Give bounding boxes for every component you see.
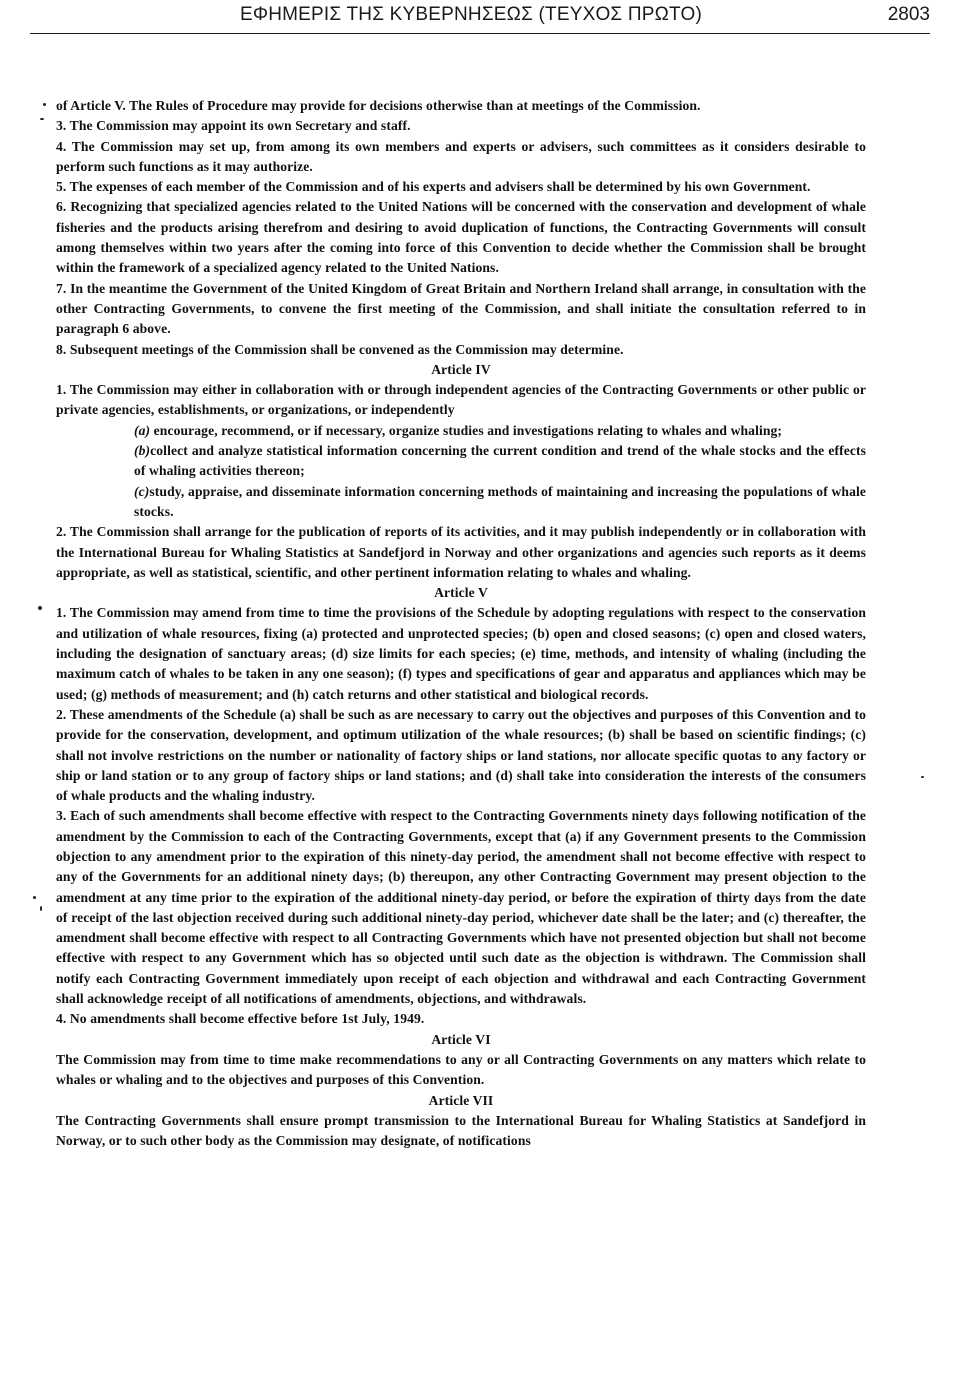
paragraph: 6. Recognizing that specialized agencies related to the United Nations will be concerned with the conservation and development of whale fisheries and the products arising therefrom and desiring to avoid duplication of functions, the Contracting Governments will consult among themselves within two years after the coming into force of this Convention to decide whether the Commission shall be brought within the framework of a specialized agency related to the United Nations. — [56, 199, 866, 276]
item-text: encourage, recommend, or if necessary, organize studies and investigations relating to whales and whaling; — [150, 422, 783, 438]
scan-speck — [40, 906, 42, 911]
subparagraph — [134, 421, 866, 441]
paragraph: 1. The Commission may amend from time to time the provisions of the Schedule by adopting regulations with respect to the conservation and utilization of whale resources, fixing (a) protected and unprotected species; (b) open and closed seasons; (c) open and closed waters, including the designation of sanctuary areas; (d) size limits for each species; (e) time, methods, and intensity of whaling (including the maximum catch of whales to be taken in any one season); (f) types and specifications of gear and apparatus and appliances which may be used; (g) methods of measurement; and (h) catch returns and other statistical and biological records. — [56, 605, 866, 702]
paragraph: 3. Each of such amendments shall become effective with respect to the Contracting Governments ninety days following notification of the amendment by the Commission to each of the Contracting Governments, except that (a) if any Government presents to the Commission objection to any amendment prior to the expiration of this ninety-day period, the amendment shall not become effective with respect to any of the Governments for an additional ninety days; (b) thereupon, any other Contracting Government may present objection to the amendment at any time prior to the expiration of the additional ninety-day period, or before the expiration of thirty days from the date of receipt of the last objection received during such additional ninety-day period, whichever date shall be the later; and (c) thereafter, the amendment shall become effective with respect to all Contracting Governments which have not presented objection but shall not become effective with respect to any Government which has so objected until such date as the objection is withdrawn. The Commission shall notify each Contracting Government immediately upon receipt of each objection and withdrawal and each Contracting Government shall acknowledge receipt of all notifications of amendments, objections, and withdrawals. — [56, 808, 866, 1007]
item-text: collect and analyze statistical information concerning the current condition and trend of the whale stocks and the effects of whaling activities thereon; — [134, 443, 866, 479]
scan-speck — [33, 896, 36, 899]
subparagraph — [134, 482, 866, 523]
paragraph: 4. The Commission may set up, from among its own members and experts or advisers, such committees as it considers desirable to perform such functions as it may authorize. — [56, 138, 866, 174]
item-label: (a) — [134, 422, 151, 438]
document-body — [56, 96, 866, 1151]
paragraph: of Article V. The Rules of Procedure may provide for decisions otherwise than at meetings of the Commission. — [56, 98, 701, 113]
paragraph: 3. The Commission may appoint its own Secretary and staff. — [56, 118, 411, 134]
subparagraph — [134, 441, 866, 482]
article-heading: Article V — [434, 585, 488, 601]
article-heading: Article VI — [431, 1031, 491, 1047]
scan-speck — [43, 103, 46, 106]
paragraph: The Commission may from time to time make recommendations to any or all Contracting Governments on any matters which relate to whales or whaling and to the objectives and purposes of this Convention. — [56, 1051, 866, 1088]
paragraph: 5. The expenses of each member of the Commission and of his experts and advisers shall be determined by his own Government. — [56, 179, 811, 195]
scan-speck — [38, 606, 42, 610]
article-heading: Article VII — [428, 1092, 494, 1108]
paragraph: The Contracting Governments shall ensure prompt transmission to the International Bureau for Whaling Statistics at Sandefjord in Norway, or to such other body as the Commission may designate, of notifications — [56, 1112, 866, 1149]
paragraph: 1. The Commission may either in collaboration with or through independent agencies of the Contracting Governments or other public or private agencies, establishments, or organizations, or independently — [56, 382, 866, 418]
item-label: (c) — [134, 483, 150, 499]
page-header — [0, 0, 960, 36]
paragraph: 4. No amendments shall become effective before 1st July, 1949. — [56, 1011, 425, 1027]
article-heading: Article IV — [431, 361, 491, 377]
item-label: (b) — [134, 443, 151, 459]
header-rule — [30, 33, 930, 34]
gazette-title: ΕΦΗΜΕΡΙΣ ΤΗΣ ΚΥΒΕΡΝΗΣΕΩΣ (ΤΕΥΧΟΣ ΠΡΩΤΟ) — [240, 4, 703, 25]
paragraph: 2. These amendments of the Schedule (a) shall be such as are necessary to carry out the objectives and purposes of this Convention and to provide for the conservation, development, and optimum utilization of the whale resources; (b) shall be based on scientific findings; (c) shall not involve restrictions on the number or nationality of factory ships or land stations, nor allocate specific quotas to any factory or ship or land station or to any group of factory ships or land stations; and (d) shall take into consideration the interests of the consumers of whale products and the whaling industry. — [56, 706, 866, 804]
item-text: study, appraise, and disseminate information concerning methods of maintaining and increasing the populations of whale stocks. — [134, 483, 866, 519]
scan-speck — [40, 118, 44, 120]
paragraph: 7. In the meantime the Government of the United Kingdom of Great Britain and Northern Ireland shall arrange, in consultation with the other Contracting Governments, to convene the first meeting of the Commission, and shall initiate the consultation referred to in paragraph 6 above. — [56, 280, 866, 337]
paragraph: 8. Subsequent meetings of the Commission shall be convened as the Commission may determine. — [56, 341, 624, 357]
page-number: 2803 — [887, 4, 930, 25]
paragraph: 2. The Commission shall arrange for the publication of reports of its activities, and it may publish independently or in collaboration with the International Bureau for Whaling Statistics at Sandefjord in Norway and other organizations and agencies such reports as it deems appropriate, as well as statistical, scientific, and other pertinent information relating to whales and whaling. — [56, 524, 866, 580]
scan-speck — [921, 776, 924, 778]
